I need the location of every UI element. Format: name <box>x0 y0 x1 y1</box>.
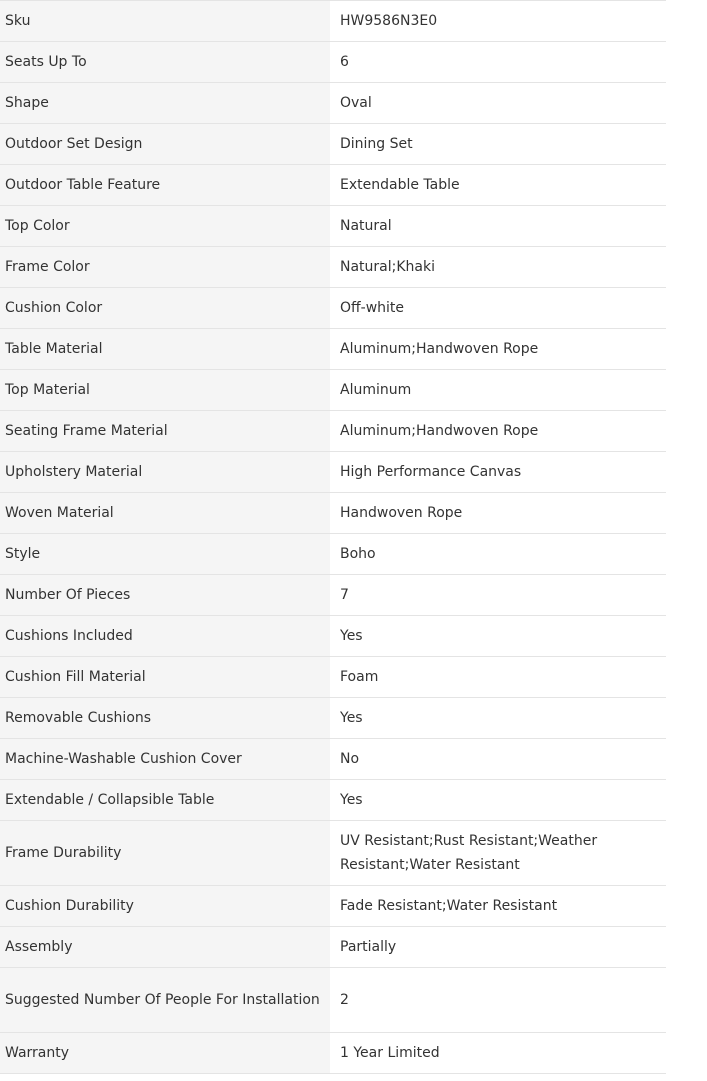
spec-row-seats-up-to <box>0 42 666 83</box>
spec-row-table-material <box>0 329 666 370</box>
spec-value: Yes <box>330 780 666 821</box>
spec-label: Assembly <box>0 927 330 968</box>
spec-label: Machine-Washable Cushion Cover <box>0 739 330 780</box>
spec-value: Extendable Table <box>330 165 666 206</box>
spec-value: HW9586N3E0 <box>330 1 666 42</box>
spec-value: No <box>330 739 666 780</box>
spec-row-machine-washable-cushion-cover <box>0 739 666 780</box>
spec-row-suggested-number-of-people <box>0 968 666 1033</box>
spec-row-cushions-included <box>0 616 666 657</box>
spec-value: 7 <box>330 575 666 616</box>
spec-value: Boho <box>330 534 666 575</box>
spec-value: Aluminum;Handwoven Rope <box>330 411 666 452</box>
spec-value: Natural;Khaki <box>330 247 666 288</box>
spec-row-warranty <box>0 1033 666 1074</box>
spec-label: Outdoor Set Design <box>0 124 330 165</box>
spec-label: Top Material <box>0 370 330 411</box>
spec-label: Cushion Fill Material <box>0 657 330 698</box>
spec-row-shape <box>0 83 666 124</box>
spec-row-style <box>0 534 666 575</box>
spec-value: Aluminum;Handwoven Rope <box>330 329 666 370</box>
spec-row-seating-frame-material <box>0 411 666 452</box>
spec-label: Frame Durability <box>0 821 330 886</box>
spec-value: Yes <box>330 616 666 657</box>
spec-row-cushion-color <box>0 288 666 329</box>
spec-label: Sku <box>0 1 330 42</box>
spec-label: Suggested Number Of People For Installation <box>0 968 330 1033</box>
spec-label: Removable Cushions <box>0 698 330 739</box>
spec-label: Woven Material <box>0 493 330 534</box>
spec-label: Seating Frame Material <box>0 411 330 452</box>
spec-row-frame-color <box>0 247 666 288</box>
spec-row-number-of-pieces <box>0 575 666 616</box>
spec-label: Outdoor Table Feature <box>0 165 330 206</box>
spec-label: Seats Up To <box>0 42 330 83</box>
spec-value: High Performance Canvas <box>330 452 666 493</box>
spec-label: Style <box>0 534 330 575</box>
spec-row-frame-durability <box>0 821 666 886</box>
spec-value: Dining Set <box>330 124 666 165</box>
spec-label: Number Of Pieces <box>0 575 330 616</box>
spec-row-outdoor-set-design <box>0 124 666 165</box>
spec-label: Upholstery Material <box>0 452 330 493</box>
spec-row-top-color <box>0 206 666 247</box>
spec-value: 2 <box>330 968 666 1033</box>
spec-value: Natural <box>330 206 666 247</box>
spec-value: Aluminum <box>330 370 666 411</box>
spec-label: Cushions Included <box>0 616 330 657</box>
spec-label: Shape <box>0 83 330 124</box>
spec-row-assembly <box>0 927 666 968</box>
spec-row-sku <box>0 1 666 42</box>
spec-row-top-material <box>0 370 666 411</box>
spec-value: Fade Resistant;Water Resistant <box>330 886 666 927</box>
spec-value: 6 <box>330 42 666 83</box>
spec-value: UV Resistant;Rust Resistant;Weather Resistant;Water Resistant <box>330 821 666 886</box>
spec-row-cushion-fill-material <box>0 657 666 698</box>
spec-row-removable-cushions <box>0 698 666 739</box>
spec-value: Partially <box>330 927 666 968</box>
spec-row-woven-material <box>0 493 666 534</box>
spec-label: Top Color <box>0 206 330 247</box>
spec-value: Yes <box>330 698 666 739</box>
spec-value: Oval <box>330 83 666 124</box>
spec-label: Cushion Color <box>0 288 330 329</box>
spec-row-extendable-collapsible-table <box>0 780 666 821</box>
spec-label: Cushion Durability <box>0 886 330 927</box>
spec-table-body <box>0 1 666 1074</box>
spec-row-outdoor-table-feature <box>0 165 666 206</box>
spec-row-upholstery-material <box>0 452 666 493</box>
spec-label: Extendable / Collapsible Table <box>0 780 330 821</box>
spec-value: Foam <box>330 657 666 698</box>
spec-label: Table Material <box>0 329 330 370</box>
spec-label: Warranty <box>0 1033 330 1074</box>
spec-value: Handwoven Rope <box>330 493 666 534</box>
spec-label: Frame Color <box>0 247 330 288</box>
spec-value: Off-white <box>330 288 666 329</box>
spec-row-cushion-durability <box>0 886 666 927</box>
spec-value: 1 Year Limited <box>330 1033 666 1074</box>
